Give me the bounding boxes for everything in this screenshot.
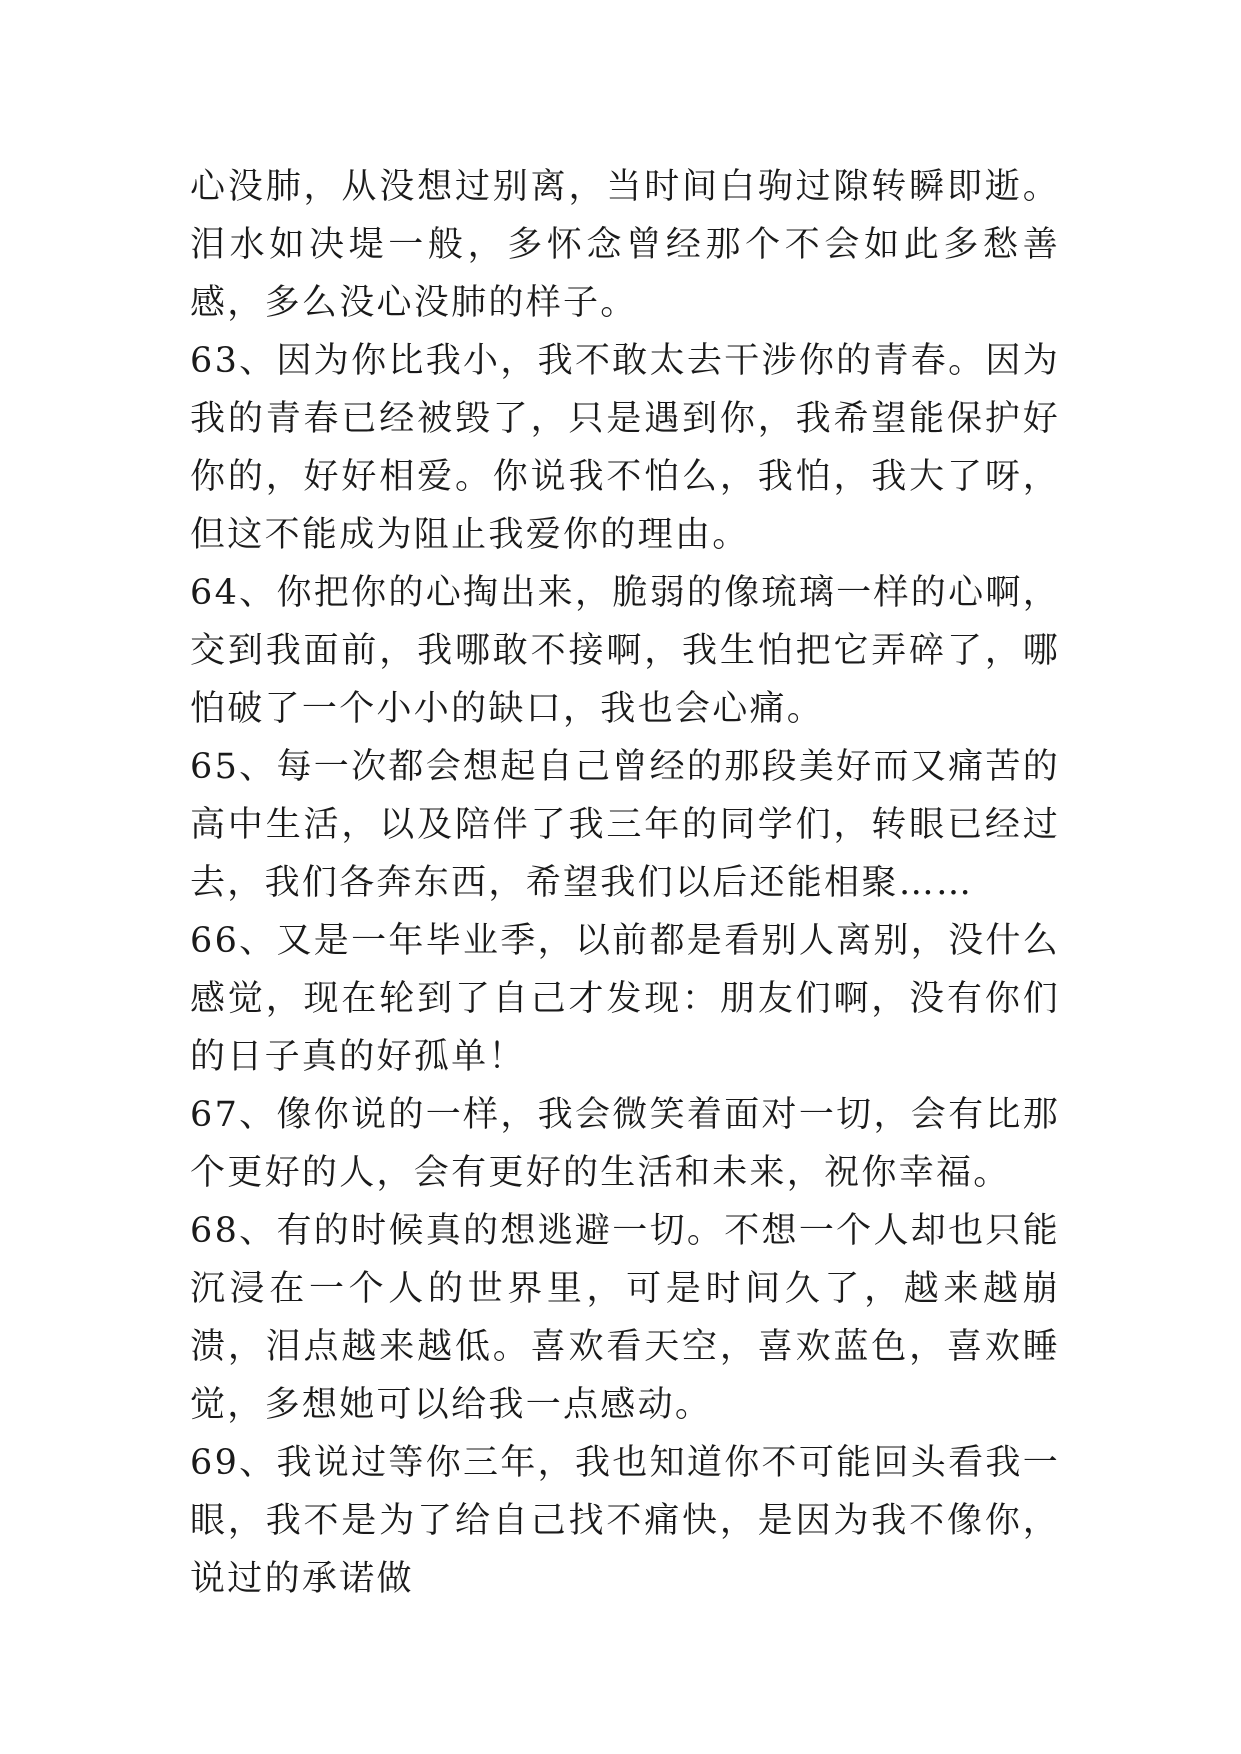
paragraph-66: 66、又是一年毕业季，以前都是看别人离别，没什么感觉，现在轮到了自己才发现：朋友们啊，没有你们的日子真的好孤单！ <box>190 921 1060 1077</box>
paragraph-65: 65、每一次都会想起自己曾经的那段美好而又痛苦的高中生活，以及陪伴了我三年的同学们，转眼已经过去，我们各奔东西，希望我们以后还能相聚…… <box>190 747 1060 903</box>
paragraph-62-continuation: 心没肺，从没想过别离，当时间白驹过隙转瞬即逝。泪水如决堤一般，多怀念曾经那个不会如此多愁善感，多么没心没肺的样子。 <box>190 167 1060 323</box>
paragraph-69: 69、我说过等你三年，我也知道你不可能回头看我一眼，我不是为了给自己找不痛快，是因为我不像你，说过的承诺做 <box>190 1443 1060 1599</box>
paragraph-63: 63、因为你比我小，我不敢太去干涉你的青春。因为我的青春已经被毁了，只是遇到你，我希望能保护好你的，好好相爱。你说我不怕么，我怕，我大了呀，但这不能成为阻止我爱你的理由。 <box>190 341 1060 555</box>
paragraph-67: 67、像你说的一样，我会微笑着面对一切，会有比那个更好的人，会有更好的生活和未来，祝你幸福。 <box>190 1095 1060 1193</box>
paragraph-68: 68、有的时候真的想逃避一切。不想一个人却也只能沉浸在一个人的世界里，可是时间久了，越来越崩溃，泪点越来越低。喜欢看天空，喜欢蓝色，喜欢睡觉，多想她可以给我一点感动。 <box>190 1211 1060 1425</box>
paragraph-64: 64、你把你的心掏出来，脆弱的像琉璃一样的心啊，交到我面前，我哪敢不接啊，我生怕把它弄碎了，哪怕破了一个小小的缺口，我也会心痛。 <box>190 573 1060 729</box>
document-body <box>190 158 1060 1608</box>
